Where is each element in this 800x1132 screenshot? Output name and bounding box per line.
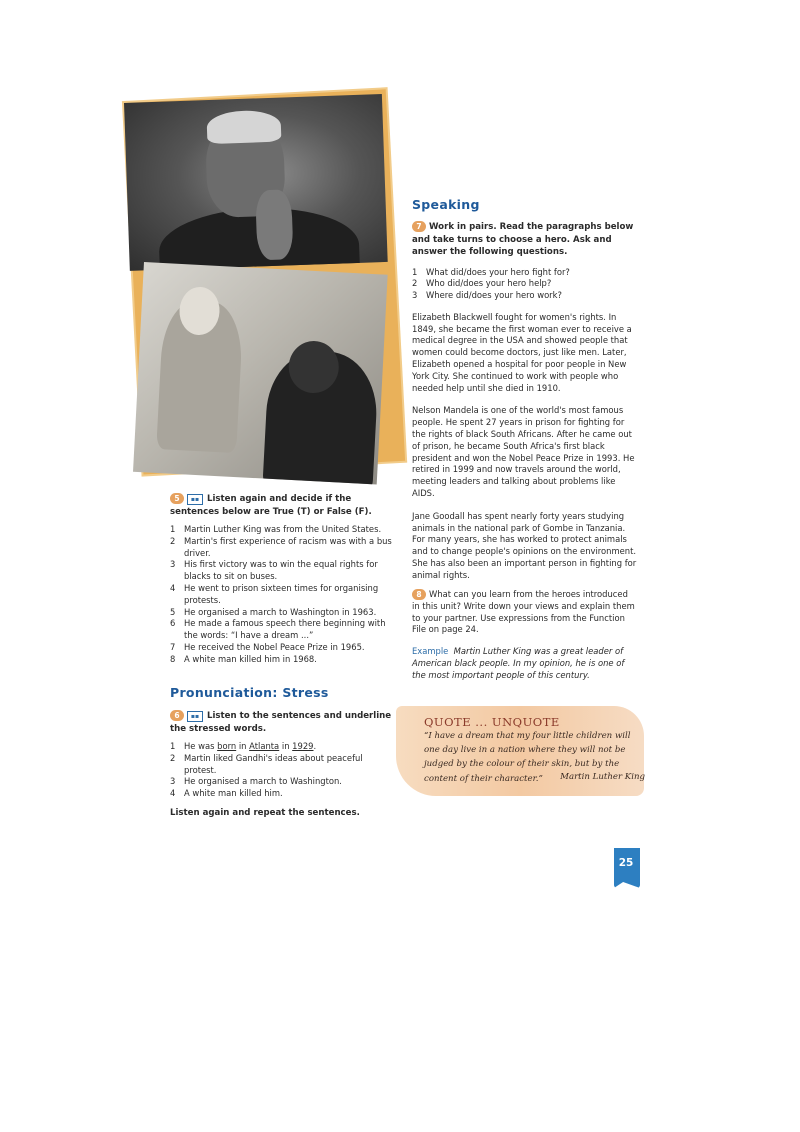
photo-jane-goodall-chimpanzee bbox=[133, 262, 388, 484]
photo-nelson-mandela bbox=[124, 94, 388, 271]
exercise-number-badge: 7 bbox=[412, 221, 426, 232]
paragraph-jane-goodall: Jane Goodall has spent nearly forty years studying animals in the national park of Gombe in Tanzania. For many years, she has worked to protect animals and to change people's opinions on the environment. She has also been an important person in fighting for animal rights. bbox=[412, 510, 637, 580]
exercise-number-badge: 6 bbox=[170, 710, 184, 721]
paragraph-elizabeth-blackwell: Elizabeth Blackwell fought for women's rights. In 1849, she became the first woman ever to receive a medical degree in the USA and showed people that women could become doctors, just like men. Later, Elizabeth opened a hospital for poor people in New York City. She continued to work with people who needed help until she died in 1910. bbox=[412, 311, 632, 393]
quote-text: “I have a dream that my four little children will one day live in a nation where they will not be judged by the colour of their skin, but by the content of their character.” bbox=[424, 731, 631, 784]
exercise-number-badge: 8 bbox=[412, 589, 426, 600]
list-item: 3 His first victory was to win the equal rights for blacks to sit on buses. bbox=[170, 559, 378, 582]
list-item: 1 Martin Luther King was from the United States. bbox=[170, 524, 382, 534]
list-item: 5 He organised a march to Washington in 1963. bbox=[170, 606, 377, 617]
list-item: 4 He went to prison sixteen times for organising protests. bbox=[170, 582, 379, 605]
quote-author: Martin Luther King bbox=[560, 772, 645, 782]
exercise-5 bbox=[170, 493, 395, 666]
exercise-6-list bbox=[170, 741, 395, 800]
list-item: 4 A white man killed him. bbox=[170, 788, 283, 799]
paragraph-nelson-mandela: Nelson Mandela is one of the world's most famous people. He spent 27 years in prison for fighting for the rights of black South Africans. After he came out of prison, he became South Africa's first black president and won the Nobel Peace Prize in 1993. He retired in 1999 and now travels around the world, meeting leaders and talking about problems like AIDS. bbox=[412, 405, 635, 499]
list-item: 1 What did/does your hero fight for? bbox=[412, 266, 570, 277]
list-item: 2 Martin liked Gandhi's ideas about peaceful protest. bbox=[170, 752, 363, 775]
list-item: 7 He received the Nobel Peace Prize in 1965. bbox=[170, 641, 365, 652]
section-heading-pronunciation: Pronunciation: Stress bbox=[170, 685, 329, 700]
exercise-7-instruction: 7 Work in pairs. Read the paragraphs below and take turns to choose a hero. Ask and answer the following questions. bbox=[412, 222, 634, 257]
exercise-7-questions bbox=[412, 267, 637, 302]
list-item: 1 He was born in Atlanta in 1929. bbox=[170, 741, 317, 751]
exercise-8-instruction: 8 What can you learn from the heroes introduced in this unit? Write down your views and explain them to your partner. Use expressions from the Function File on page 24. bbox=[412, 589, 635, 635]
list-item: 8 A white man killed him in 1968. bbox=[170, 653, 317, 664]
list-item: 2 Martin's first experience of racism was with a bus driver. bbox=[170, 535, 392, 558]
page-number: 25 bbox=[618, 857, 634, 869]
exercise-6-footer: Listen again and repeat the sentences. bbox=[170, 807, 360, 818]
section-heading-speaking: Speaking bbox=[412, 197, 480, 212]
exercise-6-instruction: 6 ▪▪ Listen to the sentences and underline the stressed words. bbox=[170, 711, 392, 734]
exercise-5-list bbox=[170, 524, 395, 666]
exercise-8-example: Example Martin Luther King was a great leader of American black people. In my opinion, he is one of the most important people of this century. bbox=[412, 646, 625, 680]
exercise-8 bbox=[412, 589, 637, 682]
exercise-7 bbox=[412, 221, 637, 582]
quote-title: QUOTE ... UNQUOTE bbox=[424, 715, 560, 729]
cassette-icon: ▪▪ bbox=[187, 494, 203, 505]
exercise-5-instruction: 5 ▪▪ Listen again and decide if the sentences below are True (T) or False (F). bbox=[170, 494, 372, 517]
exercise-6 bbox=[170, 710, 395, 819]
list-item: 3 He organised a march to Washington. bbox=[170, 776, 342, 787]
list-item: 2 Who did/does your hero help? bbox=[412, 278, 552, 289]
cassette-icon: ▪▪ bbox=[187, 711, 203, 722]
exercise-number-badge: 5 bbox=[170, 493, 184, 504]
list-item: 3 Where did/does your hero work? bbox=[412, 290, 562, 301]
list-item: 6 He made a famous speech there beginning with the words: “I have a dream ...” bbox=[170, 618, 386, 641]
